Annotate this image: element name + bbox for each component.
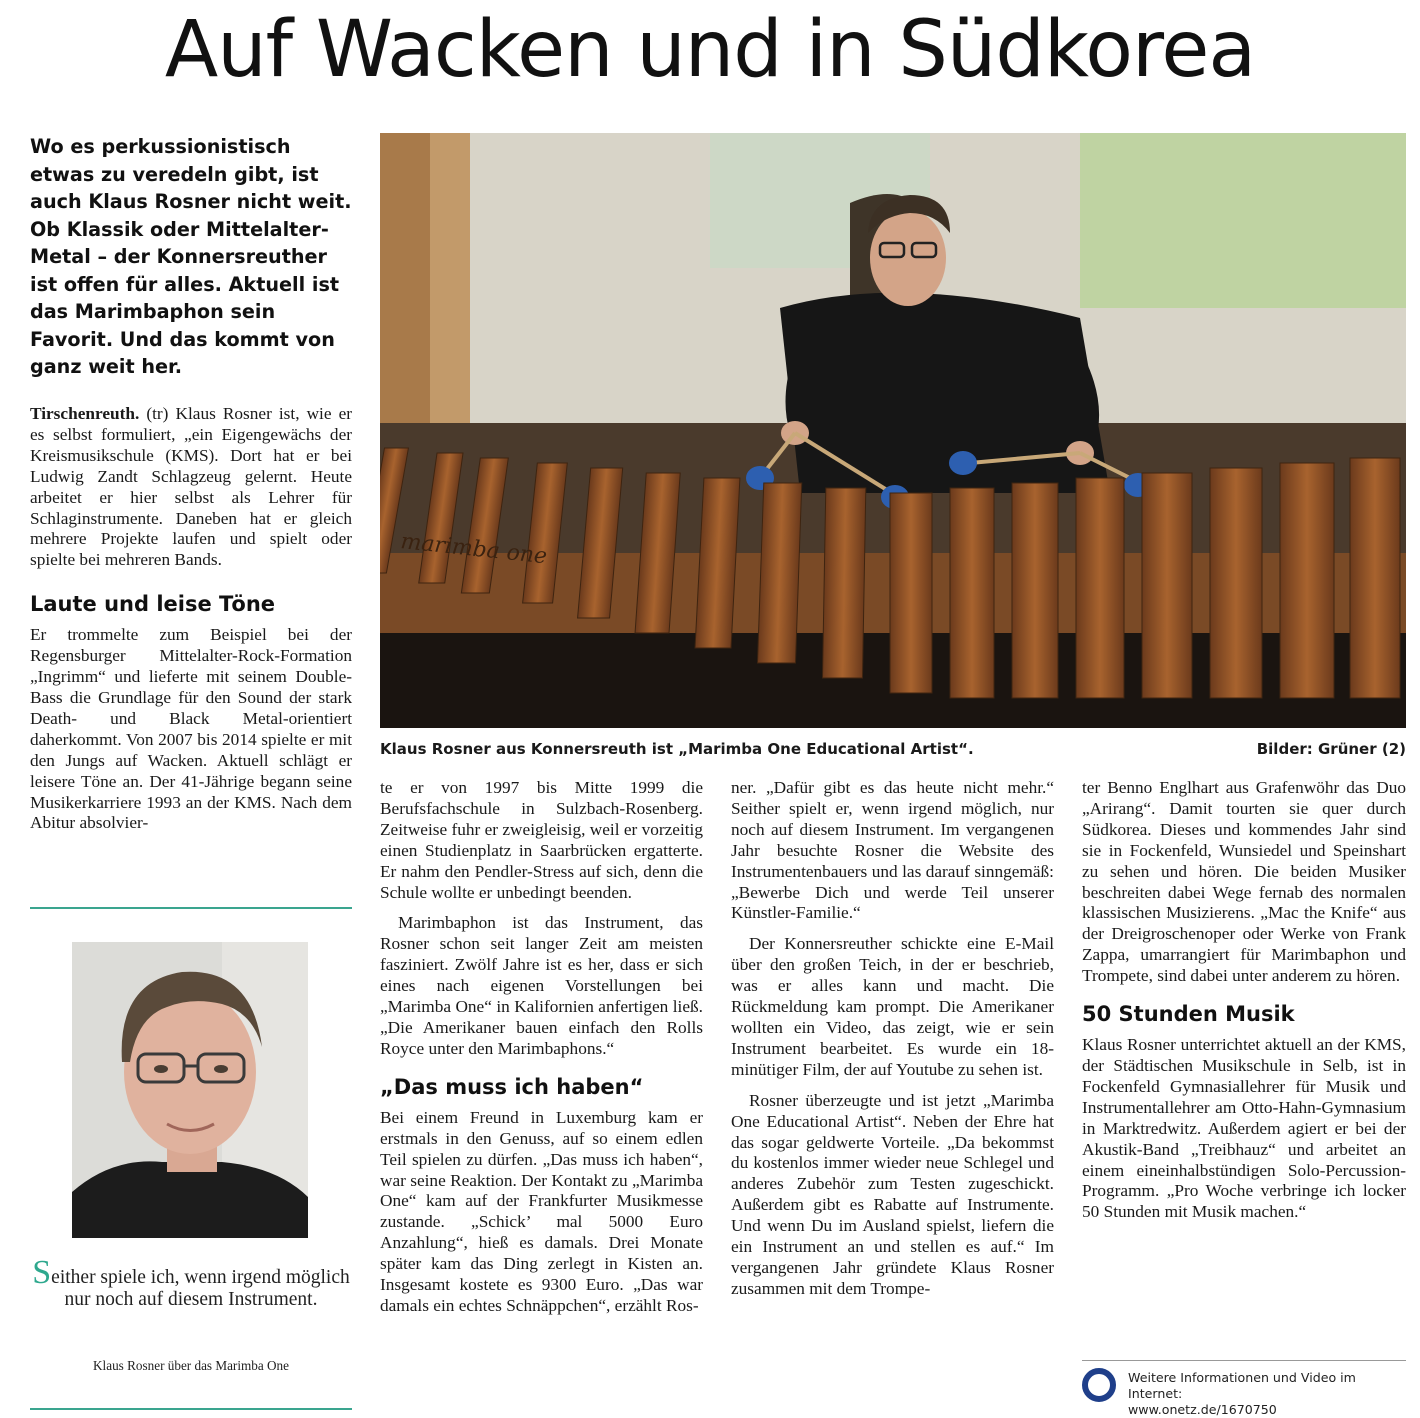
col2-paragraph-1: te er von 1997 bis Mitte 1999 die Berufsfachschule in Sulzbach-Rosenberg. Zeitweise fuhr er zweigleisig, weil er vorzeitig einen Studienplatz in Saarbrücken ergatterte. Er nahm den Pendler-Stress auf sich, denn die Schule wollte er unbedingt beenden. — [380, 778, 703, 902]
online-info-line-1: Weitere Informationen und Video im Internet: — [1128, 1370, 1356, 1401]
pull-quote-text: either spiele ich, wenn irgend möglich nur noch auf diesem Instrument. — [51, 1267, 350, 1310]
col4-paragraph-1: ter Benno Englhart aus Grafenwöhr das Duo „Arirang“. Damit tourten sie quer durch Südkorea. Dieses und kommendes Jahr sind sie in Fockenfeld, Wunsiedel und Speinshart zu sehen und hören. Die beiden Musiker beschreiten dabei Wege fernab des normalen klassischen Musizierens. „Mac the Knife“ aus der Dreigroschenoper oder Werke von Frank Zappa, umarrangiert für Marimbaphon und Trompete, sind dabei unter anderem zu hören. — [1082, 778, 1406, 986]
photo-credit: Bilder: Grüner (2) — [1256, 740, 1406, 758]
col1-paragraph-1: (tr) Klaus Rosner ist, wie er es selbst formuliert, „ein Eigengewächs der Kreismusikschule (KMS). Dort hat er bei Ludwig Zandt Schlagzeug gelernt. Heute arbeitet er hier selbst als Lehrer für Schlaginstrumente. Daneben hat er gleich mehrere Projekte laufen und spielt oder spielte bei mehreren Bands. — [30, 404, 353, 570]
subhead-das-muss-ich-haben: „Das muss ich haben“ — [380, 1074, 644, 1099]
main-photo — [380, 133, 1406, 728]
portrait-illustration — [72, 942, 308, 1238]
col3-paragraph-2: Der Konnersreuther schickte eine E-Mail über den großen Teich, in der er beschrieb, was er alles kann und macht. Die Rückmeldung kam prompt. Die Amerikaner wollten ein Video, das zeigt, wie er sein Instrument bearbeitet. Es wurde ein 18-minütiger Film, der auf Youtube zu sehen ist. — [731, 934, 1054, 1079]
pull-quote-initial: S — [32, 1254, 52, 1291]
photo-caption: Klaus Rosner aus Konnersreuth ist „Marimba One Educational Artist“. — [380, 740, 974, 758]
online-info-link[interactable]: www.onetz.de/1670750 — [1128, 1402, 1277, 1417]
headline: Auf Wacken und in Südkorea — [164, 5, 1256, 95]
column-4 — [1082, 778, 1406, 1223]
col1-paragraph-2: Er trommelte zum Beispiel bei der Regensburger Mittelalter-Rock-Formation „Ingrimm“ und lieferte mit seinem Double-Bass die Grundlage für den Sound der stark Death- und Black Metal-orientiert daherkommt. Von 2007 bis 2014 spielte er mit den Jungs auf Wacken. Aktuell schlägt er leisere Töne an. Der 41-Jährige begann seine Musikerkarriere 1993 an der KMS. Nach dem Abitur absolvier- — [30, 625, 352, 833]
pull-quote-source: Klaus Rosner über das Marimba One — [93, 1358, 289, 1373]
col2-paragraph-2: Marimbaphon ist das Instrument, das Rosner schon seit langer Zeit am meisten fasziniert. Zwölf Jahre ist es her, dass er sich eines nach eigenen Vorstellungen bei „Marimba One“ in Kalifornien anfertigen ließ. „Die Amerikaner bauen einfach den Rolls Royce unter den Marimbaphons.“ — [380, 913, 703, 1058]
pull-quote — [30, 1254, 352, 1311]
divider-top — [30, 907, 352, 909]
col3-paragraph-3: Rosner überzeugte und ist jetzt „Marimba One Educational Artist“. Neben der Ehre hat das sogar geldwerte Vorteile. „Da bekommst du kostenlos immer wieder neue Schlegel und anderes Zubehör zum Testen zugeschickt. Außerdem gibt es Rabatte auf Instrumente. Und wenn Du im Ausland spielst, liefern die ein Instrument an und stellen es auf.“ Im vergangenen Jahr gründete Klaus Rosner zusammen mit dem Trompe- — [731, 1090, 1054, 1298]
col2-paragraph-3: Bei einem Freund in Luxemburg kam er erstmals in den Genuss, auf so einem edlen Teil spielen zu dürfen. „Das muss ich haben“, war seine Reaktion. Der Kontakt zu „Marimba One“ kam auf der Frankfurter Musikmesse zustande. „Schick’ mal 5000 Euro Anzahlung“, hieß es damals. Drei Monate später kam das Ding zerlegt in Kisten an. Insgesamt kostete es 9300 Euro. „Das war damals ein echtes Schnäppchen“, erzählt Ros- — [380, 1107, 703, 1315]
col3-paragraph-1: ner. „Dafür gibt es das heute nicht mehr.“ Seither spielt er, wenn irgend möglich, nur noch auf diesem Instrument. Im vergangenen Jahr besuchte Rosner die Website des Instrumentenbauers und las darauf sinngemäß: „Bewerbe Dich und werde Teil unserer Künstler-Familie.“ — [731, 778, 1054, 923]
online-info-box — [1082, 1364, 1406, 1417]
col4-paragraph-2: Klaus Rosner unterrichtet aktuell an der KMS, der Städtischen Musikschule in Selb, ist in Fockenfeld Gymnasiallehrer für Musik und Instrumentallehrer am Otto-Hahn-Gymnasium in Marktredwitz. Außerdem agiert er bei der Akustik-Band „Treibhauz“ und arbeitet an einem eineinhalbstündigen Solo-Percussion-Programm. „Pro Woche verbringe ich locker 50 Stunden mit Musik machen.“ — [1082, 1035, 1406, 1222]
info-divider — [1082, 1360, 1406, 1361]
subhead-50-stunden: 50 Stunden Musik — [1082, 1002, 1295, 1027]
online-info-text — [1128, 1370, 1408, 1418]
marimba-illustration — [380, 133, 1406, 728]
dateline: Tirschenreuth. — [30, 404, 140, 423]
column-2 — [380, 778, 703, 1317]
column-3 — [731, 778, 1054, 1300]
onetz-logo-icon — [1082, 1368, 1116, 1402]
divider-bottom — [30, 1408, 352, 1410]
subhead-laute-leise: Laute und leise Töne — [30, 592, 276, 617]
instrument-brand: marimba one — [399, 529, 549, 570]
lead-paragraph: Wo es perkussionistisch etwas zu veredeln gibt, ist auch Klaus Rosner nicht weit. Ob Klassik oder Mittelalter-Metal – der Konnersreuther ist offen für alles. Aktuell ist das Marimbaphon sein Favorit. Und das kommt von ganz weit her. — [30, 135, 352, 378]
portrait-photo — [72, 942, 308, 1238]
column-1 — [30, 404, 352, 834]
